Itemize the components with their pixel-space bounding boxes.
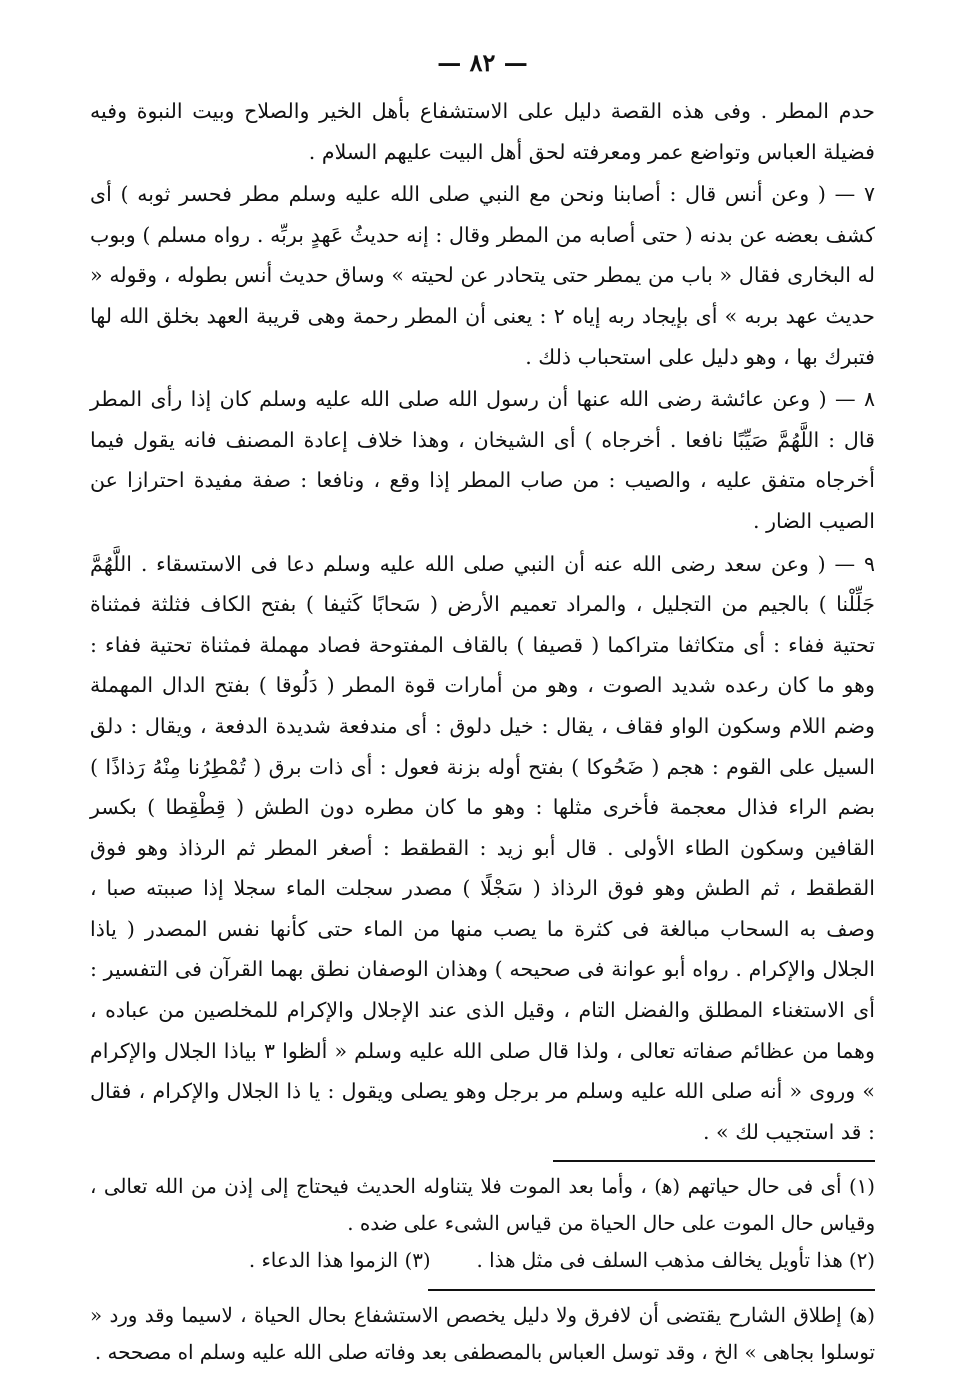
page-number: — ٨٢ —: [437, 48, 528, 77]
paragraph-hadith-8: ٨ — ( وعن عائشة رضى الله عنها أن رسول الله صلى الله عليه وسلم كان إذا رأى المطر قال : اللَّهُمَّ صَيِّبًا نافعا . أخرجاه ) أى الشيخان ، وهذا خلاف إعادة المصنف فانه يقول فيما أخرجاه متفق عليه ، والصيب : من صاب المطر إذا وقع ، ونافعا : صفة مفيدة احترازا عن الصيب الضار .: [90, 387, 875, 533]
editor-note-divider: [428, 1289, 875, 1291]
footnote-divider: [553, 1160, 875, 1162]
footnote-1: (١) أى فى حال حياتهم (ﻫ) ، وأما بعد الموت فلا يتناوله الحديث فيحتاج إلى إذن من الله تعالى ، وقياس حال الموت على حال الحياة من قياس الشىء على ضده .: [90, 1175, 875, 1236]
footnote-2: (٢) هذا تأويل يخالف مذهب السلف فى مثل هذا .: [476, 1249, 875, 1273]
footnote-3: (٣) الزموا هذا الدعاء .: [248, 1249, 431, 1273]
footnotes: [90, 1168, 875, 1279]
paragraph-intro: حدم المطر . وفى هذه القصة دليل على الاستشفاع بأهل الخير والصلاح وبيت النبوة وفيه فضيلة العباس وتواضع عمر ومعرفته لحق أهل البيت عليهم السلام .: [90, 99, 875, 164]
main-text: [90, 91, 875, 1152]
paragraph-hadith-7: ٧ — ( وعن أنس قال : أصابنا ونحن مع النبي صلى الله عليه وسلم مطر فحسر ثوبه ) أى كشف بعضه عن بدنه ( حتى أصابه من المطر وقال : إنه حديثُ عَهدٍ بربِّه . رواه مسلم ) وبوب له البخارى فقال « باب من يمطر حتى يتحادر عن لحيته » وساق حديث أنس بطوله ، وقوله « حديث عهد بربه » أى بإيجاد ربه إياه ٢ : يعنى أن المطر رحمة وهى قريبة العهد بخلق الله لها فتبرك بها ، وهو دليل على استحباب ذلك .: [90, 182, 875, 369]
editor-note: (ﻫ) إطلاق الشارح يقتضى أن لافرق ولا دليل يخصص الاستشفاع بحال الحياة ، لاسيما وقد ورد « توسلوا بجاهى » الخ ، وقد توسل العباس بالمصطفى بعد وفاته صلى الله عليه وسلم اه مصححه .: [90, 1304, 875, 1365]
footnote-row: [90, 1242, 875, 1279]
paragraph-hadith-9: ٩ — ( وعن سعد رضى الله عنه أن النبي صلى الله عليه وسلم دعا فى الاستسقاء . اللَّهُمَّ جَلِّلْنا ) بالجيم من التجليل ، والمراد تعميم الأرض ( سَحابًا كَثيفا ) بفتح الكاف فثلثة فمثناة تحتية ففاء : أى متكاثفا متراكما ( قصيفا ) بالقاف المفتوحة فصاد مهملة فمثناة تحتية ففاء : وهو ما كان رعده شديد الصوت ، وهو من أمارات قوة المطر ( دَلُوقا ) بفتح الدال المهملة وضم اللام وسكون الواو فقاف ، يقال : خيل دلوق : أى مندفعة شديدة الدفعة ، ويقال : دلق السيل على القوم : هجم ( ضَحُوكا ) بفتح أوله بزنة فعول : أى ذات برق ( تُمْطِرُنا مِنْهُ رَذاذًا ) بضم الراء فذال معجمة فأخرى مثلها : وهو ما كان مطره دون الطش ( قِطْقِطا ) بكسر القافين وسكون الطاء الأولى . قال أبو زيد : القطقط : أصغر المطر ثم الرذاذ وهو فوق القطقط ، ثم الطش وهو فوق الرذاذ ( سَجْلًا ) مصدر سجلت الماء سجلا إذا صببته صبا ، وصف به السحاب مبالغة فى كثرة ما يصب منها من الماء حتى كأنها نفس المصدر ( ياذا الجلال والإكرام . رواه أبو عوانة فى صحيحه ) وهذان الوصفان نطق بهما القرآن فى التفسير : أى الاستغناء المطلق والفضل التام ، وقيل الذى عند الإجلال والإكرام للمخلصين من عباده ، وهما من عظائم صفاته تعالى ، ولذا قال صلى الله عليه وسلم « ألظوا ٣ بياذا الجلال والإكرام » وروى « أنه صلى الله عليه وسلم مر برجل وهو يصلى ويقول : يا ذا الجلال والإكرام ، فقال : قد استجيب لك » .: [90, 551, 875, 1144]
